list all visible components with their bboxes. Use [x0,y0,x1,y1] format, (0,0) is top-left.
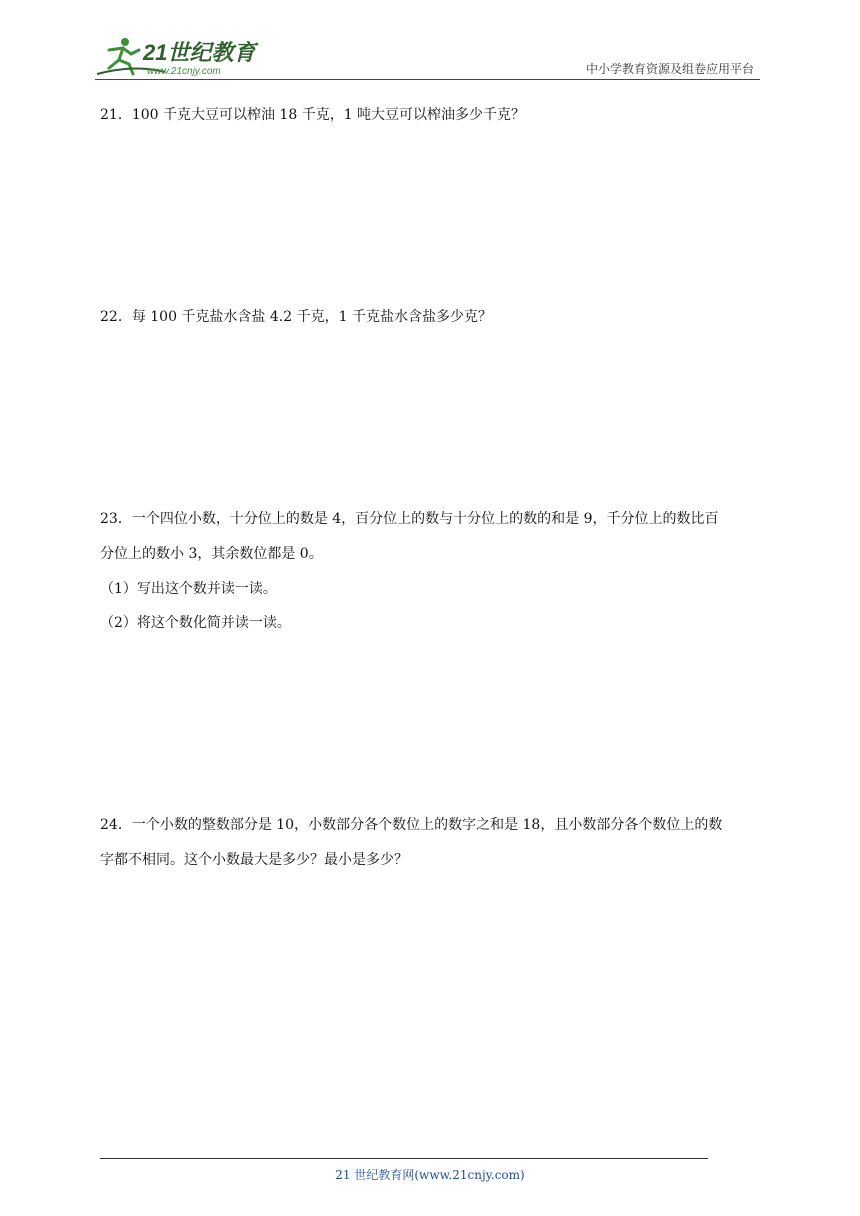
header-divider [95,79,760,80]
question-23-sub-1: （1）写出这个数并读一读。 [100,581,277,597]
question-24-line-2: 字都不相同。这个小数最大是多少？最小是多少？ [100,852,408,868]
logo-url: www.21cnjy.com [147,66,221,77]
header-tagline: 中小学教育资源及组卷应用平台 [585,62,754,76]
logo-21cnjy [95,34,270,78]
footer-link[interactable]: 21 世纪教育网(www.21cnjy.com) [335,1168,525,1182]
question-22: 22．每 100 千克盐水含盐 4.2 千克，1 千克盐水含盐多少克？ [100,309,492,325]
question-21: 21．100 千克大豆可以榨油 18 千克，1 吨大豆可以榨油多少千克？ [100,107,526,123]
question-23-sub-2: （2）将这个数化简并读一读。 [100,615,291,631]
question-24-line-1: 24．一个小数的整数部分是 10，小数部分各个数位上的数字之和是 18，且小数部分各个数位上的数 [100,817,723,833]
page-header [95,28,760,80]
logo-text: 21世纪教育 [143,40,256,65]
question-23-line-1: 23．一个四位小数，十分位上的数是 4，百分位上的数与十分位上的数的和是 9，千分位上的数比百 [100,511,719,527]
footer-divider [100,1158,708,1159]
question-23-line-2: 分位上的数小 3，其余数位都是 0。 [100,546,323,562]
